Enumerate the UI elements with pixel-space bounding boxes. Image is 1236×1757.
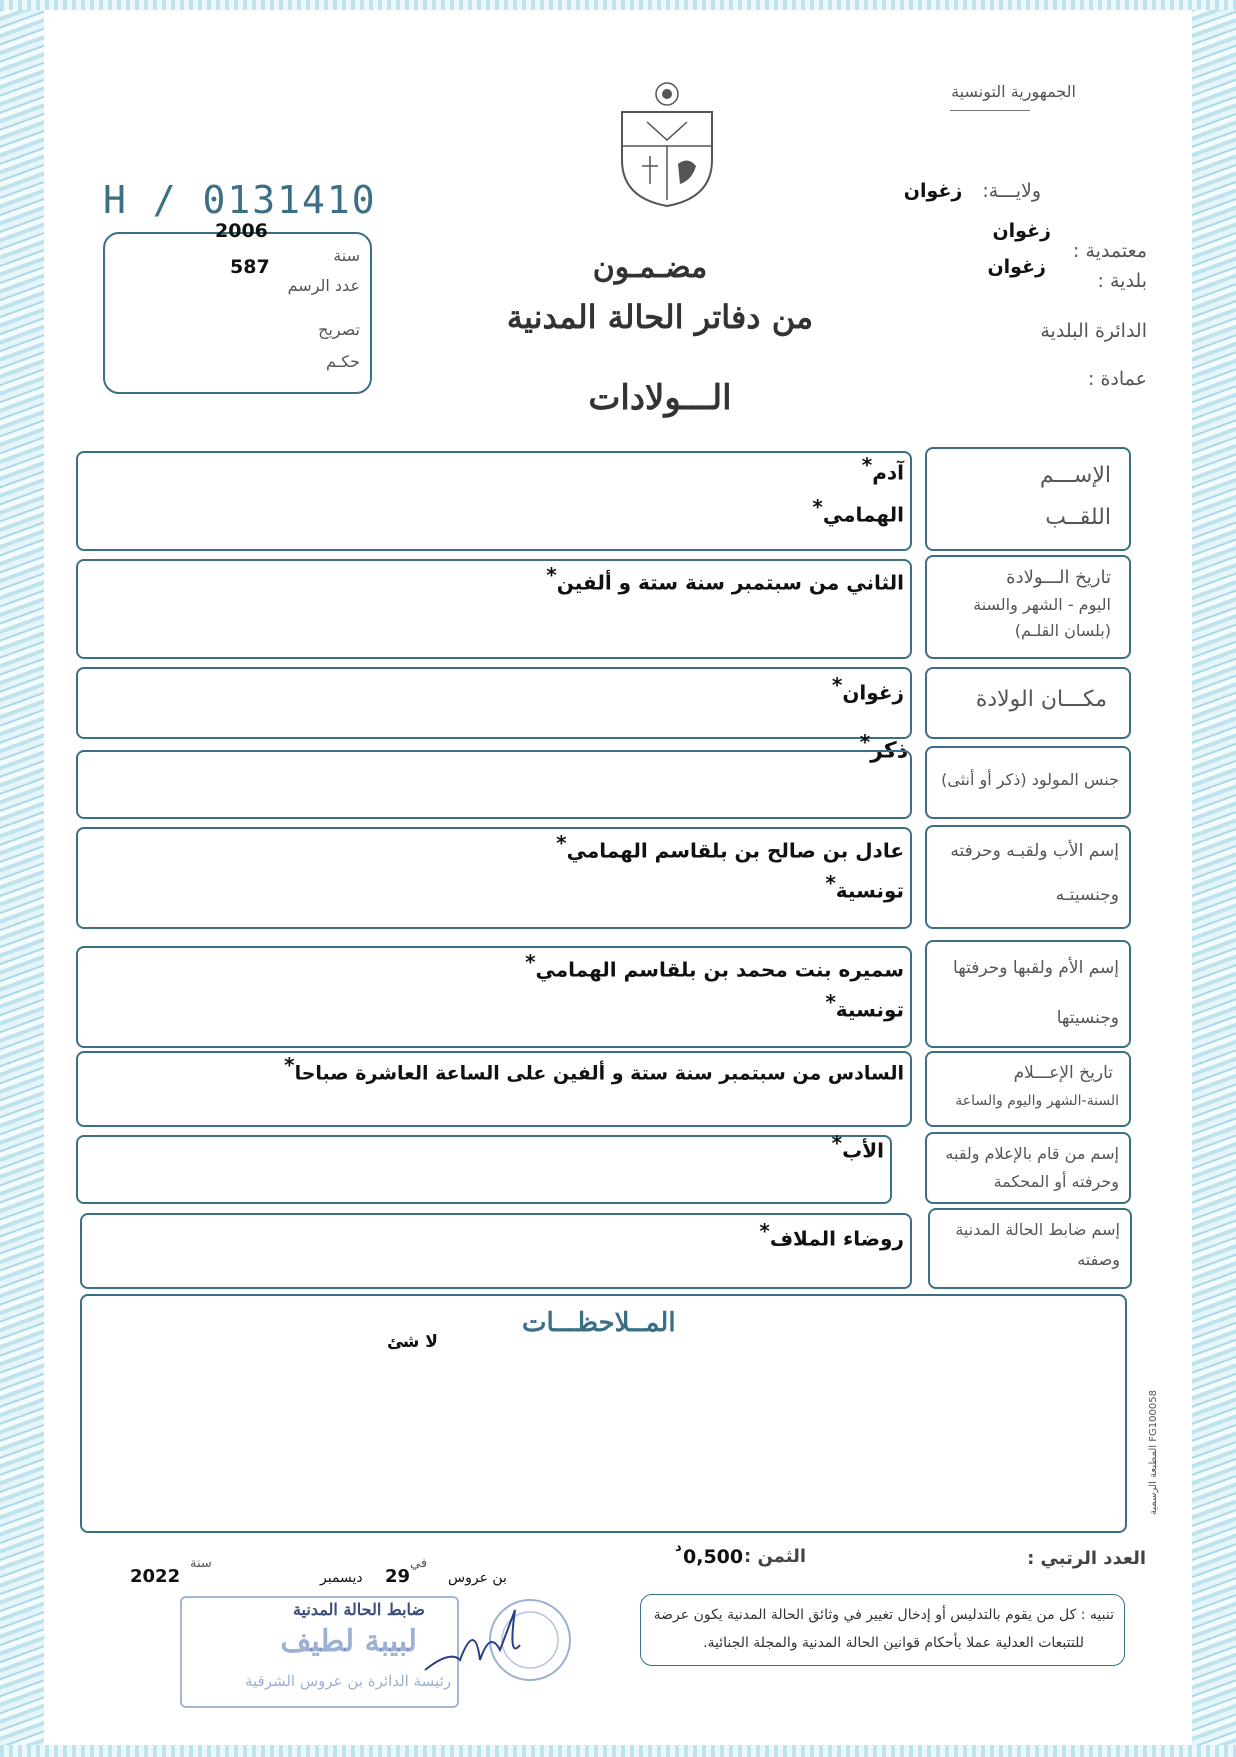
birth-date-label-3: (بلسان القلـم) <box>1014 621 1111 640</box>
birth-date-label-2: اليوم - الشهر والسنة <box>973 595 1111 614</box>
signature-and-round-seal-icon <box>420 1590 580 1700</box>
father-name-value: عادل بن صالح بن بلقاسم الهمامي * <box>556 831 904 863</box>
baladia-value: زغوان <box>987 256 1046 278</box>
right-guilloche-border <box>1192 0 1236 1757</box>
father-label-1: إسم الأب ولقبـه وحرفته <box>950 841 1119 861</box>
birth-date-label-box <box>925 555 1131 659</box>
officer-value-box <box>80 1213 912 1289</box>
name-value-box <box>76 451 912 551</box>
warning-box <box>640 1594 1125 1666</box>
first-name-value: آدم * <box>862 453 904 485</box>
republic-underline <box>950 110 1030 111</box>
declaration-date-label-box <box>925 1051 1131 1127</box>
stamp-name: لبيبة لطيف <box>280 1624 417 1659</box>
district-label: الدائرة البلدية <box>1040 320 1147 342</box>
warning-line-1: تنبيه : كل من يقوم بالتدليس أو إدخال تغيير في وثائق الحالة المدنية يكون عرضة <box>653 1607 1114 1623</box>
birth-place-value-box <box>76 667 912 739</box>
stamp-officer-title: ضابط الحالة المدنية <box>292 1600 425 1619</box>
mother-label-2: وجنسيتها <box>1056 1008 1119 1028</box>
declaration-date-value: السادس من سبتمبر سنة ستة و ألفين على الساعة العاشرة صباحا * <box>284 1053 904 1084</box>
last-name-value: الهمامي * <box>812 495 904 527</box>
omada-label: عمادة : <box>1088 368 1147 390</box>
name-label-box <box>925 447 1131 551</box>
motamadia-label: معتمدية : <box>1073 240 1147 262</box>
warning-line-2: للتتبعات العدلية عملا بأحكام قوانين الحالة المدنية والمجلة الجنائية. <box>703 1635 1084 1651</box>
declarant-label-2: وحرفته أو المحكمة <box>993 1172 1119 1191</box>
title-extract: مضـمـون <box>592 250 708 285</box>
mother-name-value: سميره بنت محمد بن بلقاسم الهمامي * <box>525 950 904 982</box>
wilaya-label: ولايـــة: <box>982 180 1041 202</box>
issue-year-label: سنة <box>190 1556 212 1571</box>
remarks-value: لا شئ <box>387 1332 438 1352</box>
birth-date-value: الثاني من سبتمبر سنة ستة و ألفين * <box>546 563 904 595</box>
mother-label-box <box>925 940 1131 1048</box>
register-year-label: سنة <box>333 246 360 265</box>
sex-label: جنس المولود (ذكر أو أنثى) <box>941 770 1119 789</box>
issue-year-value: 2022 <box>130 1566 181 1587</box>
title-births: الـــولادات <box>588 378 732 418</box>
father-value-box <box>76 827 912 929</box>
birth-place-label: مكـــان الولادة <box>975 687 1107 712</box>
republic-label: الجمهورية التونسية <box>951 82 1076 101</box>
declaration-date-label-2: السنة-الشهر واليوم والساعة <box>955 1093 1119 1109</box>
officer-stamp <box>180 1596 459 1708</box>
issue-day: 29 <box>385 1566 411 1587</box>
name-label: الإســـم <box>1039 463 1111 488</box>
issue-month: ديسمبر <box>320 1570 363 1586</box>
bottom-guilloche-border <box>0 1745 1236 1757</box>
officer-label-box <box>928 1208 1132 1289</box>
register-year-value: 2006 <box>215 220 268 242</box>
issue-place: بن عروس <box>448 1570 507 1586</box>
mother-nationality-value: تونسية * <box>825 990 904 1022</box>
declarant-value-box <box>76 1135 892 1204</box>
serial-number: H / 0131410 <box>103 178 377 222</box>
sex-value: ذكر * <box>860 730 908 763</box>
price-value: 0,500 <box>683 1546 744 1568</box>
father-label-2: وجنسيتـه <box>1055 885 1119 905</box>
father-nationality-value: تونسية * <box>825 871 904 903</box>
officer-value: روضاء الملاف * <box>759 1219 904 1251</box>
birth-place-value: زغوان * <box>832 673 904 705</box>
issue-fi: في <box>410 1556 428 1571</box>
judgment-label: حكـم <box>325 352 360 371</box>
title-registers: من دفاتر الحالة المدنية <box>506 298 814 336</box>
wilaya-value: زغوان <box>903 180 963 202</box>
declaration-label: تصريح <box>318 320 360 339</box>
mother-label-1: إسم الأم ولقبها وحرفتها <box>953 958 1119 978</box>
father-label-box <box>925 825 1131 929</box>
tunisia-coat-of-arms-icon <box>612 80 722 210</box>
sex-label-box <box>925 746 1131 819</box>
sex-value-box <box>76 750 912 819</box>
declaration-date-value-box <box>76 1051 912 1127</box>
motamadia-value: زغوان <box>992 220 1051 242</box>
birth-date-value-box <box>76 559 912 659</box>
left-guilloche-border <box>0 0 44 1757</box>
declaration-date-label-1: تاريخ الإعـــلام <box>1013 1063 1113 1083</box>
remarks-box <box>80 1294 1127 1533</box>
baladia-label: بلدية : <box>1097 270 1147 292</box>
register-number-label: عدد الرسم <box>287 276 360 295</box>
officer-label-2: وصفته <box>1077 1250 1120 1269</box>
surname-label: اللقــب <box>1045 505 1111 530</box>
register-number-value: 587 <box>230 256 270 278</box>
declarant-label-1: إسم من قام بالإعلام ولقبه <box>945 1144 1119 1163</box>
mother-value-box <box>76 946 912 1048</box>
top-guilloche-border <box>0 0 1236 10</box>
price-unit: د <box>675 1540 682 1555</box>
printer-code: المطبعة الرسمية FG100058 <box>1148 1390 1159 1515</box>
birth-place-label-box <box>925 667 1131 739</box>
declarant-value: الأب * <box>832 1131 884 1163</box>
birth-date-label-1: تاريخ الـــولادة <box>1006 567 1111 588</box>
serial-label: العدد الرتبي : <box>1027 1548 1146 1569</box>
remarks-title: المــلاحظـــات <box>522 1308 676 1338</box>
declarant-label-box <box>925 1132 1131 1204</box>
register-box <box>103 220 372 394</box>
stamp-place: رئيسة الدائرة بن عروس الشرقية <box>244 1672 451 1690</box>
officer-label-1: إسم ضابط الحالة المدنية <box>955 1220 1120 1239</box>
price-label: الثمن : <box>743 1546 806 1567</box>
